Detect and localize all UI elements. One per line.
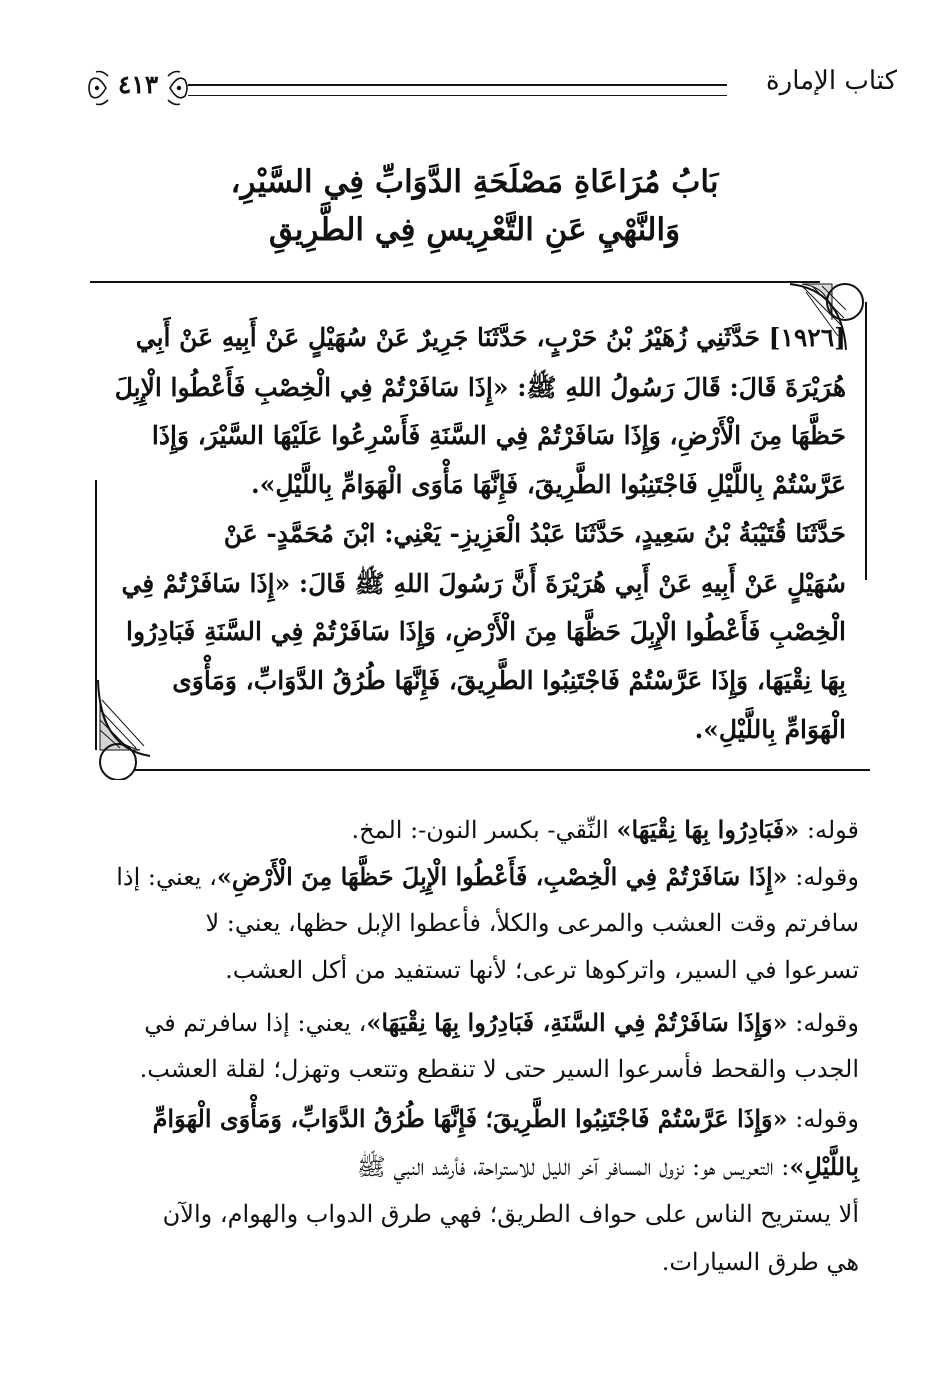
page-number: ٤١٣ [117, 70, 159, 99]
commentary-p2-line-2: سافرتم وقت العشب والمرعى والكلأ، فأعطوا الإبل حظها، يعني: لا [205, 909, 859, 937]
commentary-p1 [115, 815, 859, 844]
hadith-line-1: [١٩٢٦] حَدَّثَنِي زُهَيْرُ بْنُ حَرْبٍ، حَدَّثَنَا جَرِيرٌ عَنْ سُهَيْلٍ عَنْ أَبِيهِ عَنْ أَبِي [135, 323, 846, 352]
commentary-label: وقوله: [787, 1105, 859, 1133]
hadith-line-5: حَدَّثَنَا قُتَيْبَةُ بْنُ سَعِيدٍ، حَدَّثَنَا عَبْدُ الْعَزِيزِ- يَعْنِي: ابْنَ مُحَمَّدٍ- عَنْ [223, 519, 846, 548]
hadith-line-6: سُهَيْلٍ عَنْ أَبِيهِ عَنْ أَبِي هُرَيْرَةَ أَنَّ رَسُولَ اللهِ ﷺ قَالَ: «إِذَا سَافَرْتُمْ فِي [121, 569, 846, 598]
commentary-quote: «وَإِذَا سَافَرْتُمْ فِي السَّنَةِ، فَبَادِرُوا بِهَا نِقْيَهَا» [366, 1008, 788, 1037]
chapter-title-line-2: وَالنَّهْيِ عَنِ التَّعْرِيسِ فِي الطَّرِيقِ [268, 212, 681, 248]
commentary-text: ، يعني: إذا [116, 863, 217, 891]
commentary-p4-line-2 [115, 1152, 859, 1187]
commentary-label: قوله: [799, 816, 859, 844]
commentary-p3-line-1 [115, 1008, 859, 1037]
hadith-line-3: حَظَّهَا مِنَ الْأَرْضِ، وَإِذَا سَافَرْتُمْ فِي السَّنَةِ فَأَسْرِعُوا عَلَيْهَا السَّيْرَ، وَإِذَا [151, 421, 846, 450]
commentary-quote: «فَبَادِرُوا بِهَا نِقْيَهَا» [616, 815, 800, 844]
hadith-line-4: عَرَّسْتُمْ بِاللَّيْلِ فَاجْتَنِبُوا الطَّرِيقَ، فَإِنَّهَا مَأْوَى الْهَوَامِّ بِاللَّيْلِ». [251, 470, 846, 499]
commentary-p2-line-3: تسرعوا في السير، واتركوها ترعى؛ لأنها تستفيد من أكل العشب. [225, 956, 859, 984]
commentary-p4-line-1 [115, 1104, 859, 1133]
hadith-line-7: الْخِصْبِ فَأَعْطُوا الْإِبِلَ حَظَّهَا مِنَ الْأَرْضِ، وَإِذَا سَافَرْتُمْ فِي السَّنَةِ فَبَادِرُوا [126, 617, 846, 646]
commentary-text: : التعريس هو: نزول المسافر آخر الليل للاستراحة، فأرشد النبي ﷺ [356, 1153, 790, 1181]
commentary-text: ، يعني: إذا سافرتم في [144, 1009, 367, 1037]
commentary-p3-line-2: الجدب والقحط فأسرعوا السير حتى لا تنقطع وتتعب وتهزل؛ لقلة العشب. [139, 1055, 859, 1083]
header-rule [188, 84, 727, 96]
chapter-title-line-1: بَابُ مُرَاعَاةِ مَصْلَحَةِ الدَّوَابِّ فِي السَّيْرِ، [230, 164, 719, 200]
commentary-quote: «إِذَا سَافَرْتُمْ فِي الْخِصْبِ، فَأَعْطُوا الْإِبِلَ حَظَّهَا مِنَ الْأَرْضِ» [216, 862, 788, 891]
commentary-text: النِّقي- بكسر النون-: المخ. [351, 816, 617, 844]
commentary-quote: بِاللَّيْلِ» [789, 1152, 859, 1181]
commentary-label: وقوله: [787, 1009, 859, 1037]
hadith-line-9: الْهَوَامِّ بِاللَّيْلِ». [694, 715, 846, 744]
running-header-book-title: كتاب الإمارة [766, 66, 897, 96]
commentary-label: وقوله: [787, 863, 859, 891]
hadith-line-2: هُرَيْرَةَ قَالَ: قَالَ رَسُولُ اللهِ ﷺ: «إِذَا سَافَرْتُمْ فِي الْخِصْبِ فَأَعْطُوا الْإِبِلَ [114, 373, 846, 402]
commentary-p4-line-3: ألا يستريح الناس على حواف الطريق؛ فهي طرق الدواب والهوام، والآن [162, 1200, 859, 1228]
commentary-p2-line-1 [115, 862, 859, 891]
hadith-line-8: بِهَا نِقْيَهَا، وَإِذَا عَرَّسْتُمْ فَاجْتَنِبُوا الطَّرِيقَ، فَإِنَّهَا طُرُقُ الدَّوَابِّ، وَمَأْوَى [172, 666, 846, 695]
commentary-p4-line-4: هي طرق السيارات. [661, 1248, 859, 1276]
commentary-quote: «وَإِذَا عَرَّسْتُمْ فَاجْتَنِبُوا الطَّرِيقَ؛ فَإِنَّهَا طُرُقُ الدَّوَابِّ، وَمَأْوَى الْهَوَامِّ [152, 1104, 788, 1133]
